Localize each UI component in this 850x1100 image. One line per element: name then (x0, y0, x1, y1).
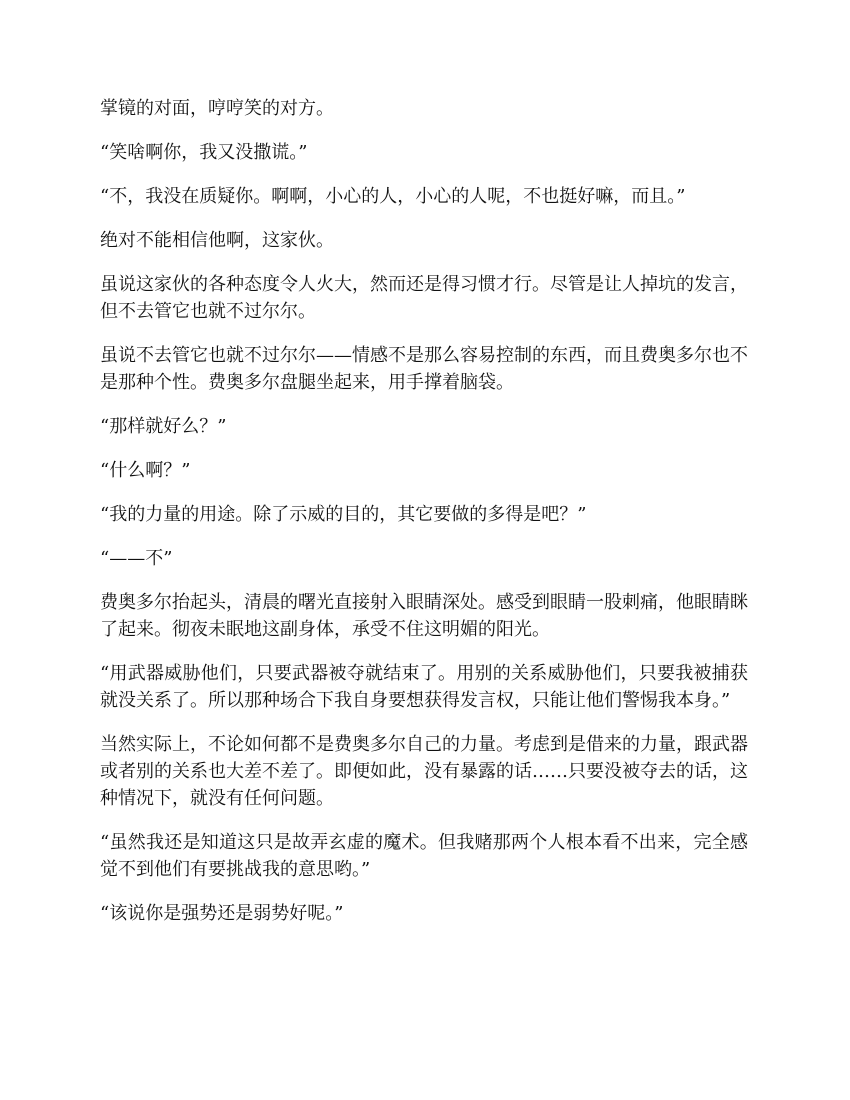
paragraph: “笑啥啊你，我又没撒谎。” (100, 142, 308, 163)
paragraph: 掌镜的对面，哼哼笑的对方。 (100, 98, 334, 119)
paragraph: “——不” (100, 548, 173, 569)
paragraph: “用武器威胁他们，只要武器被夺就结束了。用别的关系威胁他们，只要我被捕获就没关系了。所以那种场合下我自身要想获得发言权，只能让他们警惕我本身。” (100, 663, 748, 711)
paragraph: 虽说不去管它也就不过尔尔——情感不是那么容易控制的东西，而且费奥多尔也不是那种个性。费奥多尔盘腿坐起来，用手撑着脑袋。 (100, 345, 748, 393)
paragraph: “虽然我还是知道这只是故弄玄虚的魔术。但我赌那两个人根本看不出来，完全感觉不到他们有要挑战我的意思哟。” (100, 832, 748, 880)
paragraph: 绝对不能相信他啊，这家伙。 (100, 230, 334, 251)
paragraph: “不，我没在质疑你。啊啊，小心的人，小心的人呢，不也挺好嘛，而且。” (100, 186, 686, 207)
paragraph: 当然实际上，不论如何都不是费奥多尔自己的力量。考虑到是借来的力量，跟武器或者别的关系也大差不差了。即便如此，没有暴露的话……只要没被夺去的话，这种情况下，就没有任何问题。 (100, 734, 748, 809)
paragraph: “该说你是强势还是弱势好呢。” (100, 903, 344, 924)
paragraph: 虽说这家伙的各种态度令人火大，然而还是得习惯才行。尽管是让人掉坑的发言，但不去管它也就不过尔尔。 (100, 274, 748, 322)
paragraph: “我的力量的用途。除了示威的目的，其它要做的多得是吧？” (100, 504, 587, 525)
paragraph: 费奥多尔抬起头，清晨的曙光直接射入眼睛深处。感受到眼睛一股刺痛，他眼睛眯了起来。彻夜未眠地这副身体，承受不住这明媚的阳光。 (100, 592, 748, 640)
paragraph: “什么啊？” (100, 460, 191, 481)
document-body (100, 95, 748, 944)
paragraph: “那样就好么？” (100, 416, 227, 437)
